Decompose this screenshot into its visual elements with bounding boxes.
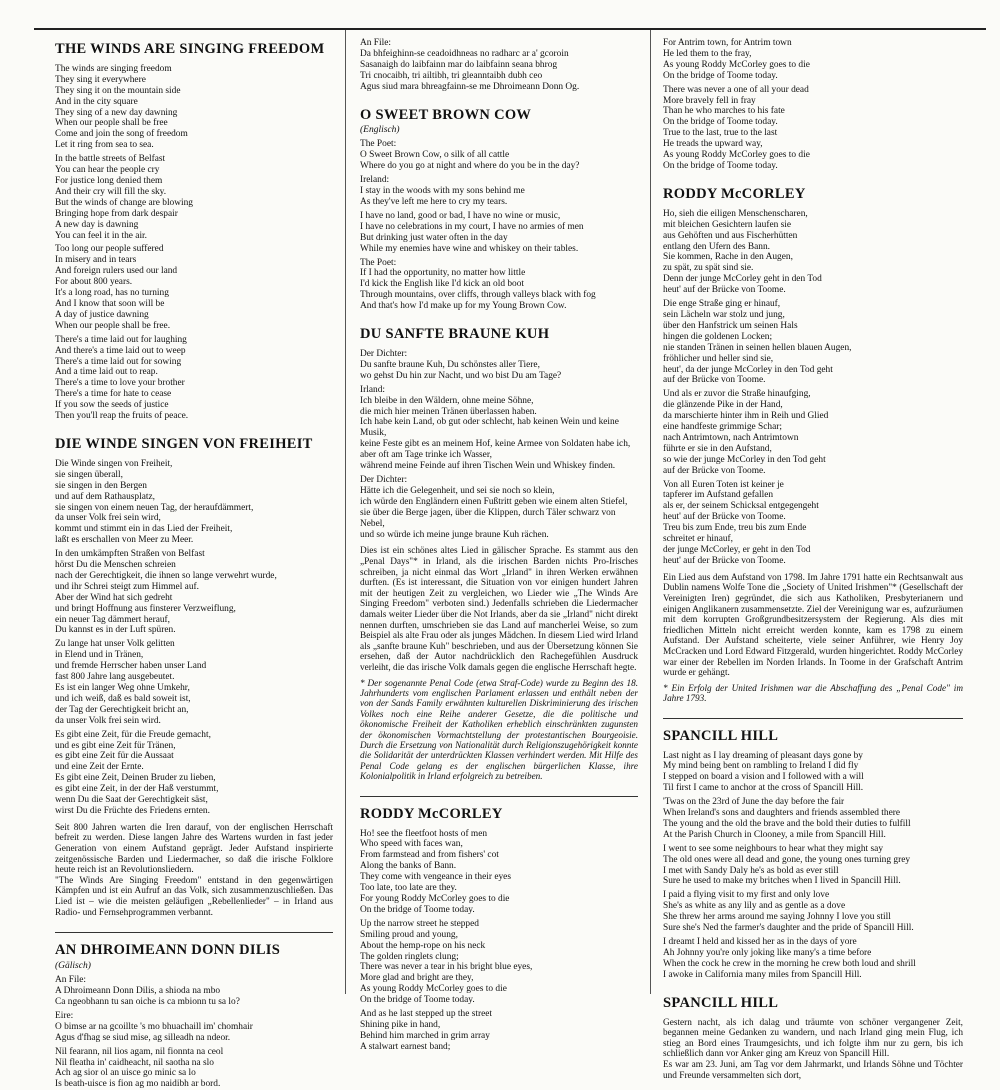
column-rule-left — [345, 30, 346, 994]
dhroim-language: (Gälisch) — [55, 961, 91, 972]
section-divider — [55, 932, 333, 933]
roddy-de-stanza-3: Und als er zuvor die Straße hinaufging, die glänzende Pike in der Hand, da marschierte hinter ihm in Reih und Glied eine handfeste grimmige Schar; nach Antrimtown, nach Antrimtown führte er sie in den Aufstand, so wie der junge McCorley in den Tod geht auf der Brücke von Toome. — [663, 389, 829, 476]
winde-stanza-2: In den umkämpften Straßen von Belfast hörst Du die Menschen schreien nach der Gerechtigkeit, die ihnen so lange verwehrt wurde, und ihr Schrei steigt zum Himmel auf. Aber der Wind hat sich gedreht und bringt Hoffnung aus finsterer Verzweiflung, ein neuer Tag dämmert herauf, Du kannst es in der Luft spüren. — [55, 549, 277, 636]
cow-stanza-4: The Poet: If I had the opportunity, no matter how little I'd kick the English like I'd kick an old boot Through mountains, over cliffs, through valleys black with fog And that's how I'd make up for my Young Brown Cow. — [360, 257, 596, 312]
winde-stanza-4: Es gibt eine Zeit, für die Freude gemacht, und es gibt eine Zeit für Tränen, es gibt eine Zeit für die Aussaat und eine Zeit der Ernte. Es gibt eine Zeit, Deinen Bruder zu lieben, es gibt eine Zeit, in der der Haß verstummt, wenn Du die Saat der Gerechtigkeit säst, wirst Du die Früchte des Friedens ernten. — [55, 729, 219, 816]
winde-stanza-1: Die Winde singen von Freiheit, sie singen überall, sie singen in den Bergen und auf dem Rathausplatz, sie singen von einem neuen Tag, der heraufdämmert, da unser Volk frei sein wird, kommt und stimmt ein in das Lied der Freiheit, laßt es erschallen von Meer zu Meer. — [55, 458, 254, 546]
spancill-stanza-3: I went to see some neighbours to hear what they might say The old ones were all dead and gone, the young ones turning grey I met with Sandy Daly he's as bold as ever still Sure he used to make my britches when I lived in Spancill Hill. — [663, 843, 911, 887]
anfile-stanza: An File: Da bhfeighinn-se ceadoidhneas no radharc ar a' gcoroin Sasanaigh do laibfainn mar do laibfainn seana bhrog Tri cnocaibh, tri ailtibh, tri gleanntaibh dubh ceo Agus siud mara bhreagfainn-se me Dhroimeann Donn Og. — [360, 38, 580, 92]
roddy-stanza-1: Ho! see the fleetfoot hosts of men Who speed with faces wan, From farmstead and from fishers' cot Along the banks of Bann. They come with vengeance in their eyes Too late, too late are they. For young Roddy McCorley goes to die On the bridge of Toome today. — [360, 828, 511, 915]
kuh-stanza-3: Der Dichter: Hätte ich die Gelegenheit, und sei sie noch so klein, ich würde den Engländern einen Fußtritt geben wie einem alten Stiefel, sie über die Berge jagen, über die Klippen, durch Täler schwarz von Nebel, und so würde ich meine junge braune Kuh rächen. — [360, 474, 628, 540]
winde-commentary: Seit 800 Jahren warten die Iren darauf, von der englischen Herrschaft befreit zu werden. Diese langen Jahre des Wartens wurden in fast jeder Generation von einem Aufstand geprägt. Jeder Aufstand inspirierte zeitgenössische Barden und Liedermacher, so daß die irische Folklore heute reich ist an Revolutionsliedern. "The Winds Are Singing Freedom" entstand in den gegenwärtigen Kämpfen und ist ein Aufruf an das Volk, sich zusammenzuschließen. Das Lied ist – wie die meisten geläufigen „Rebellenlieder" – in Irland aus Radio- und Fernsehprogrammen verbannt. — [55, 822, 333, 918]
winds-stanza-1: The winds are singing freedom They sing it everywhere They sing it on the mountain side And in the city square They sing of a new day dawning When our people shall be free Come and join the song of freedom Let it ring from sea to sea. — [55, 63, 188, 151]
winde-stanza-3: Zu lange hat unser Volk gelitten in Elend und in Tränen, und fremde Herrscher haben unser Land fast 800 Jahre lang ausgebeutet. Es ist ein langer Weg ohne Umkehr, und ich weiß, daß es bald soweit ist, der Tag der Gerechtigkeit bricht an, da unser Volk frei sein wird. — [55, 639, 207, 726]
kuh-commentary: Dies ist ein schönes altes Lied in gälischer Sprache. Es stammt aus den „Penal Days"* in Irland, als die irischen Barden nichts Pro-Irisches schreiben, ja nicht einmal das Wort „Irland" in ihren Werken erwähnen durften. (Es ist interessant, die Situation von vor einigen hundert Jahren mit der heutigen Zeit zu vergleichen, wo Lieder wie „The Winds Are Singing Freedom" verboten sind.) Jedenfalls schrieben die Liedermacher damals weiter Lieder über die Not Irlands, aber da sie „Irland" nicht direkt nennen durften, umschrieben sie das Land auf mancherlei Weise, so zum Beispiel als alte Frau oder als junges Mädchen. In diesem Lied wird Irland als „sanfte braune Kuh" beschrieben, und aus der Übersetzung können Sie ersehen, daß der Autor nachdrücklich den Rachegefühlen Ausdruck verleiht, die das irische Volk damals gegen die englische Herrschaft hegte. — [360, 546, 638, 673]
roddy-commentary: Ein Lied aus dem Aufstand von 1798. Im Jahre 1791 hatte ein Rechtsanwalt aus Dublin namens Wolfe Tone die „Society of United Irishmen"* (Gesellschaft der Vereinigten Iren) gegründet, die sich aus Katholiken, Presbyterianern und einigen Anglikanern zusammensetzte. Ziel der Vereinigung war es, aufzuräumen mit dem korrupten Großgrundbesitzersystem der Regierung. Als dies mit friedlichen Mitteln nicht erreicht werden konnte, kam es 1798 zu einem Aufstand. Der Aufstand scheiterte, viele seiner Anführer, wie Henry Joy McCracken und Lord Edward Fitzgerald, wurden hingerichtet. Roddy McCorley war einer der Rebellen im Norden Irlands. In Toome in der Grafschaft Antrim wurde er gehängt. — [663, 572, 964, 679]
spancill-stanza-1: Last night as I lay dreaming of pleasant days gone by My mind being bent on rambling to Ireland I did fly I stepped on board a vision and I followed with a will Til first I came to anchor at the cross of Spancill Hill. — [663, 750, 864, 794]
roddy-de-stanza-2: Die enge Straße ging er hinauf, sein Lächeln war stolz und jung, über den Hanfstrick um seinen Hals hingen die goldenen Locken; nie standen Tränen in seinen hellen blauen Augen, fröhlicher und heller sind sie, heut', da der junge McCorley in den Tod geht auf der Brücke von Toome. — [663, 299, 852, 386]
kuh-stanza-2: Irland: Ich bleibe in den Wäldern, ohne meine Söhne, die mich hier meinen Tränen überlassen haben. Ich habe kein Land, ob gut oder schlecht, hab keinen Wein und keine Musik, keine Feste gibt es an meinem Hof, keine Armee von Soldaten habe ich, aber oft am Tage trinke ich Wasser, während meine Feinde auf ihren Tischen Wein und Whiskey finden. — [360, 384, 631, 472]
winde-title: DIE WINDE SINGEN VON FREIHEIT — [55, 435, 313, 452]
winds-title: THE WINDS ARE SINGING FREEDOM — [55, 41, 325, 57]
cow-stanza-1: The Poet: O Sweet Brown Cow, o silk of all cattle Where do you go at night and where do you be in the day? — [360, 139, 580, 172]
kuh-footnote: * Der sogenannte Penal Code (etwa Straf-Code) wurde zu Beginn des 18. Jahrhunderts vom englischen Parlament erlassen und enthält neben der von der Sands Family erwähnten kulturellen Diskriminierung des irischen Volkes noch eine Reihe anderer Gesetze, die die politische und ökonomische Freiheit der Katholiken erheblich einschränkten zugunsten der ökonomischen Vormachtstellung der protestantischen Bourgeoisie. Durch die Ersetzung von Nationalität durch Religionszugehörigkeit konnte die Solidarität der unterdrückten Klassen verhindert werden. Mit Hilfe des Penal Code gelang es der englischen bürgerlichen Klasse, ihre Kolonialpolitik in Irland erfolgreich zu betreiben. — [360, 677, 638, 782]
kuh-stanza-1: Der Dichter: Du sanfte braune Kuh, Du schönstes aller Tiere, wo gehst Du hin zur Nacht, und wo bist Du am Tage? — [360, 349, 562, 381]
roddy-title: RODDY McCORLEY — [360, 805, 503, 822]
spancill-stanza-4: I paid a flying visit to my first and only love She's as white as any lily and as gentle as a dove She threw her arms around me saying Johnny I love you still Sure she's Ned the farmer's daughter and the pride of Spancill Hill. — [663, 890, 914, 934]
roddy-stanza-3: And as he last stepped up the street Shining pike in hand, Behind him marched in grim array A stalwart earnest band; — [360, 1009, 492, 1052]
column-3 — [663, 38, 964, 1081]
kuh-title: DU SANFTE BRAUNE KUH — [360, 326, 550, 343]
dhroim-stanza-3: Nil fearann, nil lios agam, nil fionnta na ceol Nil fleatha in' caidheacht, nil saotha na slo Ach ag sior ol an uisce go minic sa lo Is beath-uisce is fion ag mo naidibh ar bord. — [55, 1046, 224, 1090]
winds-stanza-4: There's a time laid out for laughing And there's a time laid out to weep There's a time laid out for sowing And a time laid out to reap. There's a time to love your brother There's a time for hate to cease If you sow the seeds of justice Then you'll reap the fruits of peace. — [55, 334, 189, 422]
dhroim-stanza-1: An File: A Dhroimeann Donn Dilis, a shioda na mbo Ca ngeobhann tu san oiche is ca mbionn tu sa lo? — [55, 975, 240, 1007]
column-2 — [360, 38, 638, 1052]
section-divider — [360, 796, 638, 797]
winds-stanza-2: In the battle streets of Belfast You can hear the people cry For justice long denied them And their cry will fill the sky. But the winds of change are blowing Bringing hope from dark despair A new day is dawning You can feel it in the air. — [55, 154, 193, 241]
roddy-de-title: RODDY McCORLEY — [663, 185, 806, 202]
column-1 — [55, 38, 333, 1090]
column-rule-right — [650, 30, 651, 994]
roddy-stanza-5: There was never a one of all your dead More bravely fell in fray Than he who marches to his fate On the bridge of Toome today. True to the last, true to the last He treads the upward way, As young Roddy McCorley goes to die On the bridge of Toome today. — [663, 84, 810, 171]
dhroim-stanza-2: Eire: O bimse ar na gcoillte 's mo bhuachaill im' chomhair Agus d'fhag se siud mise, ag silleadh na ndeor. — [55, 1010, 253, 1043]
cow-title: O SWEET BROWN COW — [360, 106, 532, 123]
spancill-de-title: SPANCILL HILL — [663, 994, 779, 1011]
cow-language: (Englisch) — [360, 125, 400, 136]
cow-stanza-3: I have no land, good or bad, I have no wine or music, I have no celebrations in my court, I have no armies of men But drinking just water often in the day While my enemies have wine and whiskey on their tables. — [360, 210, 584, 254]
spancill-stanza-2: 'Twas on the 23rd of June the day before the fair When Ireland's sons and daughters and friends assembled there The young and the old the brave and the bold their duties to fulfill At the Parish Church in Clooney, a mile from Spancill Hill. — [663, 797, 911, 840]
roddy-stanza-4: For Antrim town, for Antrim town He led them to the fray, As young Roddy McCorley goes to die On the bridge of Toome today. — [663, 38, 810, 81]
section-divider — [663, 718, 963, 719]
winds-stanza-3: Too long our people suffered In misery and in tears And foreign rulers used our land For about 800 years. It's a long road, has no turning And I know that soon will be A day of justice dawning When our people shall be free. — [55, 244, 178, 331]
dhroim-title: AN DHROIMEANN DONN DILIS — [55, 942, 281, 959]
cow-stanza-2: Ireland: I stay in the woods with my sons behind me As they've left me here to cry my tears. — [360, 175, 525, 207]
roddy-footnote: * Ein Erfolg der United Irishmen war die Abschaffung des „Penal Code" im Jahre 1793. — [663, 682, 963, 704]
spancill-title: SPANCILL HILL — [663, 727, 779, 744]
spancill-stanza-5: I dreamt I held and kissed her as in the days of yore Ah Johnny you're only joking like many's a time before When the cock he crew in the morning he crew both loud and shrill I awoke in California many miles from Spancill Hill. — [663, 937, 916, 980]
roddy-de-stanza-1: Ho, sieh die eiligen Menschenscharen, mit bleichen Gesichtern laufen sie aus Gehöften und aus Fischerhütten entlang den Ufern des Bann. Sie kommen, Rache in den Augen, zu spät, zu spät sind sie. Denn der junge McCorley geht in den Tod heut' auf der Brücke von Toome. — [663, 208, 822, 296]
spancill-de-text: Gestern nacht, als ich dalag und träumte von schöner vergangener Zeit, begannen meine Gedanken zu wandern, und nach Irland ging mein Flug, ich stieg an Bord eines Traumgesichts, und ich folgte ihm nur zu gern, bis ich schließlich dann vor Anker ging am Kreuz von Spancill Hill. Es war am 23. Juni, am Tag vor dem Jahrmarkt, und Irlands Söhne und Töchter und Freunde versammelten sich dort, — [663, 1017, 963, 1081]
roddy-de-stanza-4: Von all Euren Toten ist keiner je tapferer im Aufstand gefallen als er, der seinem Schicksal entgegengeht heut' auf der Brücke von Toome. Treu bis zum Ende, treu bis zum Ende schreitet er hinauf, der junge McCorley, er geht in den Tod heut' auf der Brücke von Toome. — [663, 479, 819, 566]
roddy-stanza-2: Up the narrow street he stepped Smiling proud and young, About the hemp-rope on his neck The golden ringlets clung; There was never a tear in his bright blue eyes, More glad and bright are they, As young Roddy McCorley goes to die On the bridge of Toome today. — [360, 918, 533, 1006]
